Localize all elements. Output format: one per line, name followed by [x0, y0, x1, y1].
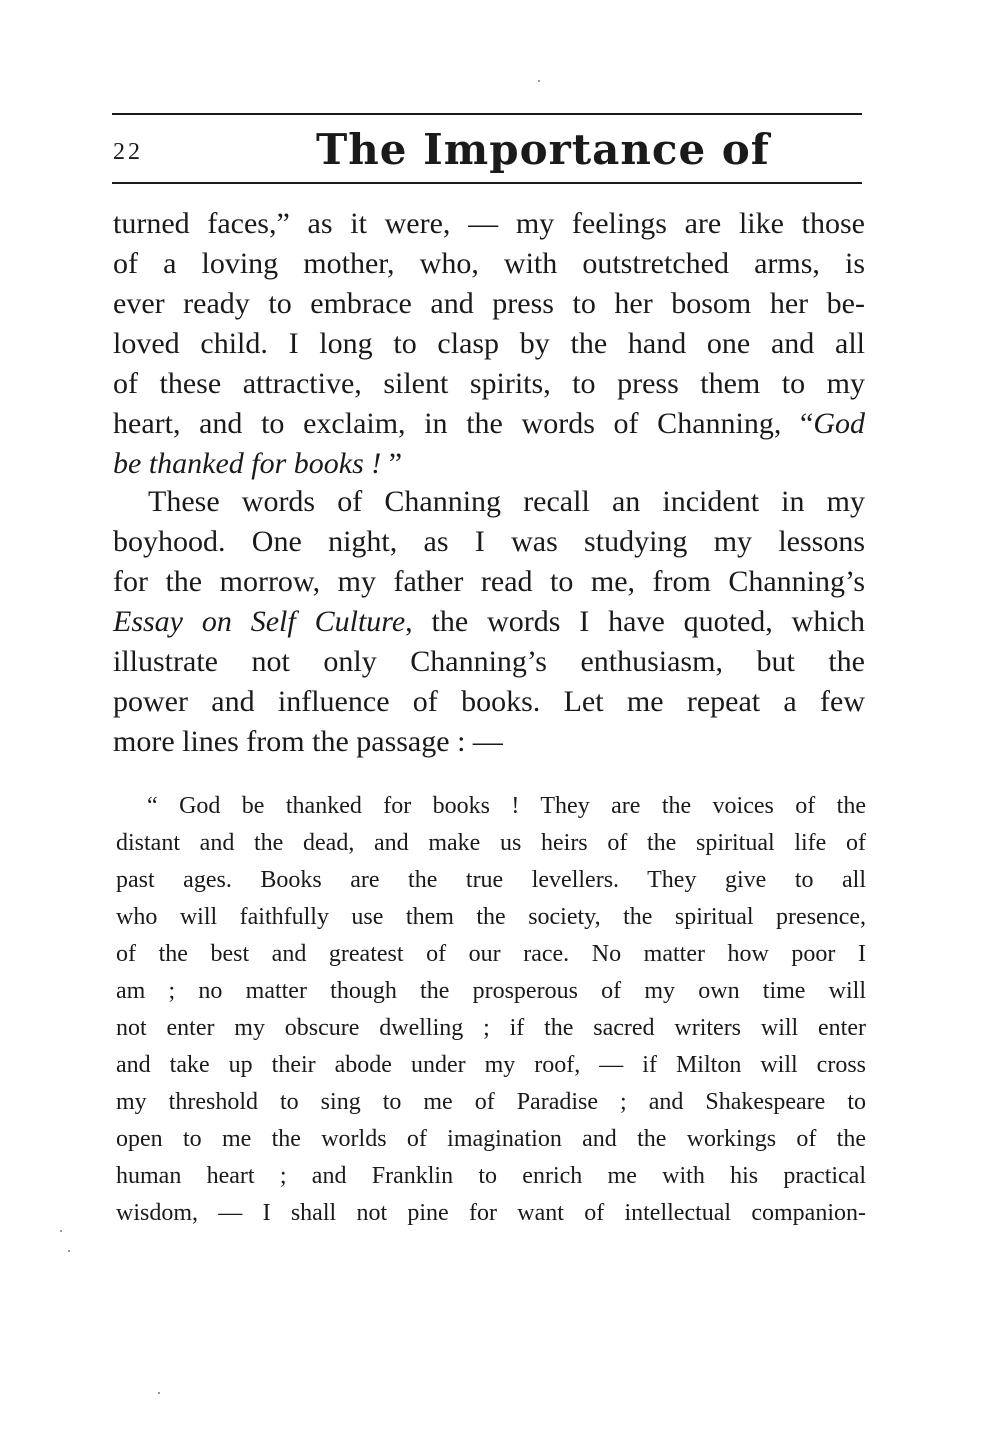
quote-line: not enter my obscure dwelling ; if the sacred writers will enter	[116, 1015, 866, 1041]
text-line: These words of Channing recall an incident in my	[148, 485, 865, 518]
running-title: The Importance of	[316, 125, 770, 174]
text-line: illustrate not only Channing’s enthusiasm, but the	[113, 645, 865, 678]
scan-speck	[158, 1392, 160, 1394]
quote-line: and take up their abode under my roof, — if Milton will cross	[116, 1052, 866, 1078]
text-line: turned faces,” as it were, — my feelings are like those	[113, 207, 865, 240]
quote-line: distant and the dead, and make us heirs of the spiritual life of	[116, 830, 866, 856]
quote-line: wisdom, — I shall not pine for want of intellectual companion-	[116, 1200, 866, 1226]
text-span: ”	[381, 447, 403, 480]
text-span: heart, and to exclaim, in the words of Channing, “	[113, 407, 814, 440]
text-line: ever ready to embrace and press to her bosom her be-	[113, 287, 865, 320]
quote-line: am ; no matter though the prosperous of my own time will	[116, 978, 866, 1004]
text-line: loved child. I long to clasp by the hand one and all	[113, 327, 865, 360]
header-top-rule	[112, 113, 862, 115]
scan-speck	[538, 80, 540, 82]
quote-line: who will faithfully use them the society, the spiritual presence,	[116, 904, 866, 930]
italic-text: be thanked for books !	[113, 447, 382, 480]
text-line	[113, 602, 865, 642]
quote-line: past ages. Books are the true levellers. They give to all	[116, 867, 866, 893]
text-line	[113, 444, 865, 484]
text-line	[113, 404, 865, 444]
quote-line: open to me the worlds of imagination and the workings of the	[116, 1126, 866, 1152]
text-line: boyhood. One night, as I was studying my lessons	[113, 525, 865, 558]
quote-line: human heart ; and Franklin to enrich me with his practical	[116, 1163, 866, 1189]
scan-speck	[60, 1230, 62, 1232]
text-line: of a loving mother, who, with outstretched arms, is	[113, 247, 865, 280]
text-span: , the words I have quoted, which	[405, 605, 865, 638]
quote-line: my threshold to sing to me of Paradise ; and Shakespeare to	[116, 1089, 866, 1115]
italic-text: God	[813, 407, 865, 440]
italic-text: Essay on Self Culture	[113, 605, 406, 638]
scan-speck	[68, 1250, 70, 1252]
quote-line: of the best and greatest of our race. No matter how poor I	[116, 941, 866, 967]
text-line: more lines from the passage : —	[113, 725, 503, 758]
text-line: of these attractive, silent spirits, to press them to my	[113, 367, 865, 400]
text-line: for the morrow, my father read to me, from Channing’s	[113, 565, 865, 598]
text-line: power and influence of books. Let me repeat a few	[113, 685, 865, 718]
quote-line: “ God be thanked for books ! They are the voices of the	[147, 793, 866, 819]
page-number: 22	[113, 139, 143, 165]
header-bottom-rule	[112, 182, 862, 184]
